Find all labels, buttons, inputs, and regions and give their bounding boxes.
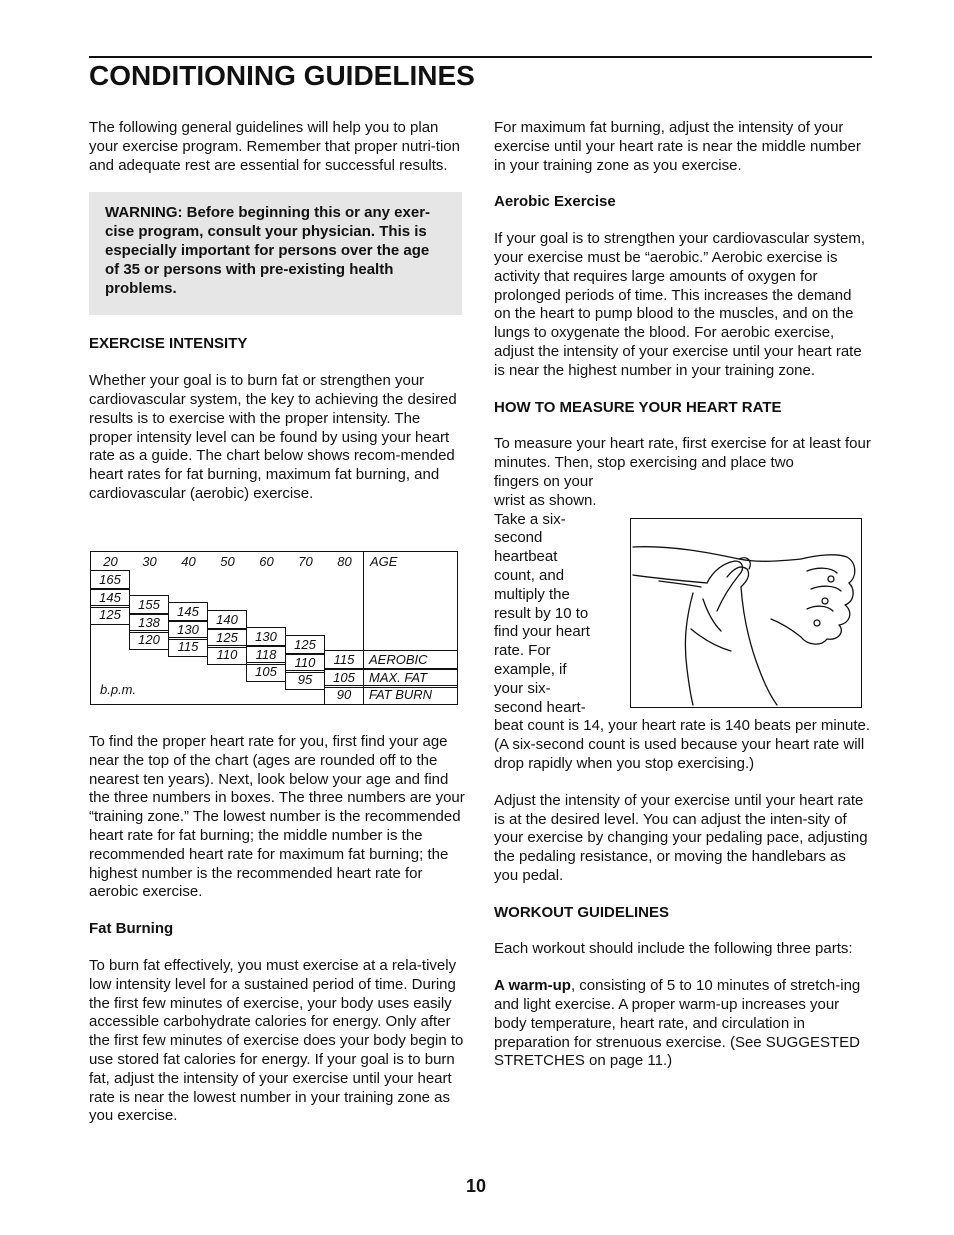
- max-fat-value: 125: [207, 628, 247, 648]
- warning-box: [89, 192, 462, 315]
- age-tick: 40: [181, 554, 196, 569]
- zone-label: MAX. FAT: [363, 668, 458, 688]
- measure-paragraph-top: To measure your heart rate, first exercise for at least four minutes. Then, stop exercising and place two: [494, 435, 871, 472]
- aerobic-paragraph: If your goal is to strengthen your cardiovascular system, your exercise must be “aerobic.” Aerobic exercise is activity that requires large amounts of oxygen for prolonged periods of time. This increases the demand on the heart to pump blood to the muscles, and on the lungs to oxygenate the blood. For aerobic exercise, adjust the intensity of your exercise until your heart rate is near the highest number in your training zone.: [494, 230, 866, 379]
- max-fat-value: 145: [90, 588, 130, 608]
- zone-label: AEROBIC: [363, 650, 458, 670]
- intro-paragraph: The following general guidelines will help you to plan your exercise program. Remember that proper nutri-tion and adequate rest are essential for successful results.: [89, 119, 460, 174]
- fat-burn-value: 90: [324, 685, 364, 705]
- fat-burning-paragraph: To burn fat effectively, you must exercise at a rela-tively low intensity level for a sustained period of time. During the first few minutes of exercise, your body uses easily accessible carbohydrate calories for energy. Only after the first few minutes of exercise does your body begin to use stored fat calories for energy. If your goal is to burn fat, adjust the intensity of your exercise until your heart rate is near the lowest number in your training zone as you exercise.: [89, 956, 464, 1125]
- left-column-lower: [89, 733, 467, 1126]
- fat-burn-value: 115: [168, 637, 208, 657]
- max-fat-value: 110: [285, 653, 325, 673]
- aerobic-value: 155: [129, 595, 169, 615]
- measure-paragraph-bottom: beat count is 14, your heart rate is 140 beats per minute. (A six-second count is used because your heart rate will drop rapidly when you stop exercising.): [494, 717, 871, 772]
- aerobic-value: 115: [324, 650, 364, 670]
- warmup-text: , consisting of 5 to 10 minutes of stretch-ing and light exercise. A proper warm-up increases your body temperature, heart rate, and circulation in preparation for strenuous exercise. (See SUGGESTED STRETCHES on page 11.): [494, 977, 861, 1070]
- heading-measure-heart-rate: HOW TO MEASURE YOUR HEART RATE: [494, 398, 782, 416]
- age-tick: 30: [142, 554, 157, 569]
- aerobic-value: 145: [168, 602, 208, 622]
- intensity-paragraph: Whether your goal is to burn fat or strengthen your cardiovascular system, the key to achieving the desired results is to exercise with the proper intensity. The proper intensity level can be found by using your heart rate as a guide. The chart below shows recom-mended heart rates for fat burning, maximum fat burning, and cardiovascular (aerobic) exercise.: [89, 372, 457, 502]
- workout-paragraph: Each workout should include the following three parts:: [494, 940, 853, 958]
- bpm-label: b.p.m.: [100, 682, 137, 697]
- age-tick: 20: [103, 554, 118, 569]
- heart-rate-chart: [90, 551, 458, 705]
- age-column-divider: [363, 552, 364, 650]
- heading-fat-burning: Fat Burning: [89, 920, 174, 938]
- aerobic-value: 165: [90, 570, 130, 590]
- fat-burn-value: 125: [90, 605, 130, 625]
- heading-exercise-intensity: EXERCISE INTENSITY: [89, 335, 248, 353]
- zone-label: FAT BURN: [363, 685, 458, 705]
- max-fat-value: 105: [324, 668, 364, 688]
- fat-burn-value: 110: [207, 645, 247, 665]
- age-tick: 80: [337, 554, 352, 569]
- pulse-check-illustration: [630, 518, 862, 708]
- aerobic-value: 140: [207, 610, 247, 630]
- adjust-paragraph: Adjust the intensity of your exercise until your heart rate is at the desired level. You can adjust the inten-sity of your exercise by changing your pedaling pace, adjusting the pedaling resistance, or moving the handlebars as you pedal.: [494, 791, 868, 884]
- age-tick: 50: [220, 554, 235, 569]
- max-fat-paragraph: For maximum fat burning, adjust the intensity of your exercise until your heart rate is near the middle number in your training zone as you exercise.: [494, 119, 861, 174]
- left-column: [89, 119, 467, 504]
- max-fat-value: 118: [246, 645, 286, 665]
- age-tick: 60: [259, 554, 274, 569]
- warmup-paragraph: [494, 977, 872, 1071]
- warmup-bold: A warm-up: [494, 977, 571, 995]
- page-number: 10: [466, 1176, 487, 1196]
- aerobic-value: 130: [246, 627, 286, 647]
- max-fat-value: 130: [168, 620, 208, 640]
- heading-aerobic-exercise: Aerobic Exercise: [494, 193, 616, 211]
- title-rule: [89, 56, 872, 58]
- age-tick: 70: [298, 554, 313, 569]
- aerobic-value: 125: [285, 635, 325, 655]
- max-fat-value: 138: [129, 613, 169, 633]
- fat-burn-value: 105: [246, 662, 286, 682]
- fat-burn-value: 120: [129, 630, 169, 650]
- find-heart-rate-paragraph: To find the proper heart rate for you, first find your age near the top of the chart (ages are rounded off to the nearest ten years). Next, look below your age and find the three numbers in boxes. The three numbers are your “training zone.” The lowest number is the recommended heart rate for fat burning; the middle number is the recommended heart rate for maximum fat burning; the highest number is the recommended heart rate for aerobic exercise.: [89, 733, 465, 901]
- warning-text: WARNING: Before beginning this or any exer-cise program, consult your physician. This is especially important for persons over the age of 35 or persons with pre-existing health problems.: [105, 204, 431, 297]
- measure-paragraph-wrap: fingers on your wrist as shown. Take a six-second heartbeat count, and multiply the result by 10 to find your heart rate. For example, if your six-second heart-: [494, 472, 597, 716]
- age-label: AGE: [370, 554, 398, 569]
- fat-burn-value: 95: [285, 670, 325, 690]
- heading-workout-guidelines: WORKOUT GUIDELINES: [494, 903, 669, 921]
- page-title: CONDITIONING GUIDELINES: [89, 60, 475, 91]
- hand-wrist-drawing: [631, 519, 860, 706]
